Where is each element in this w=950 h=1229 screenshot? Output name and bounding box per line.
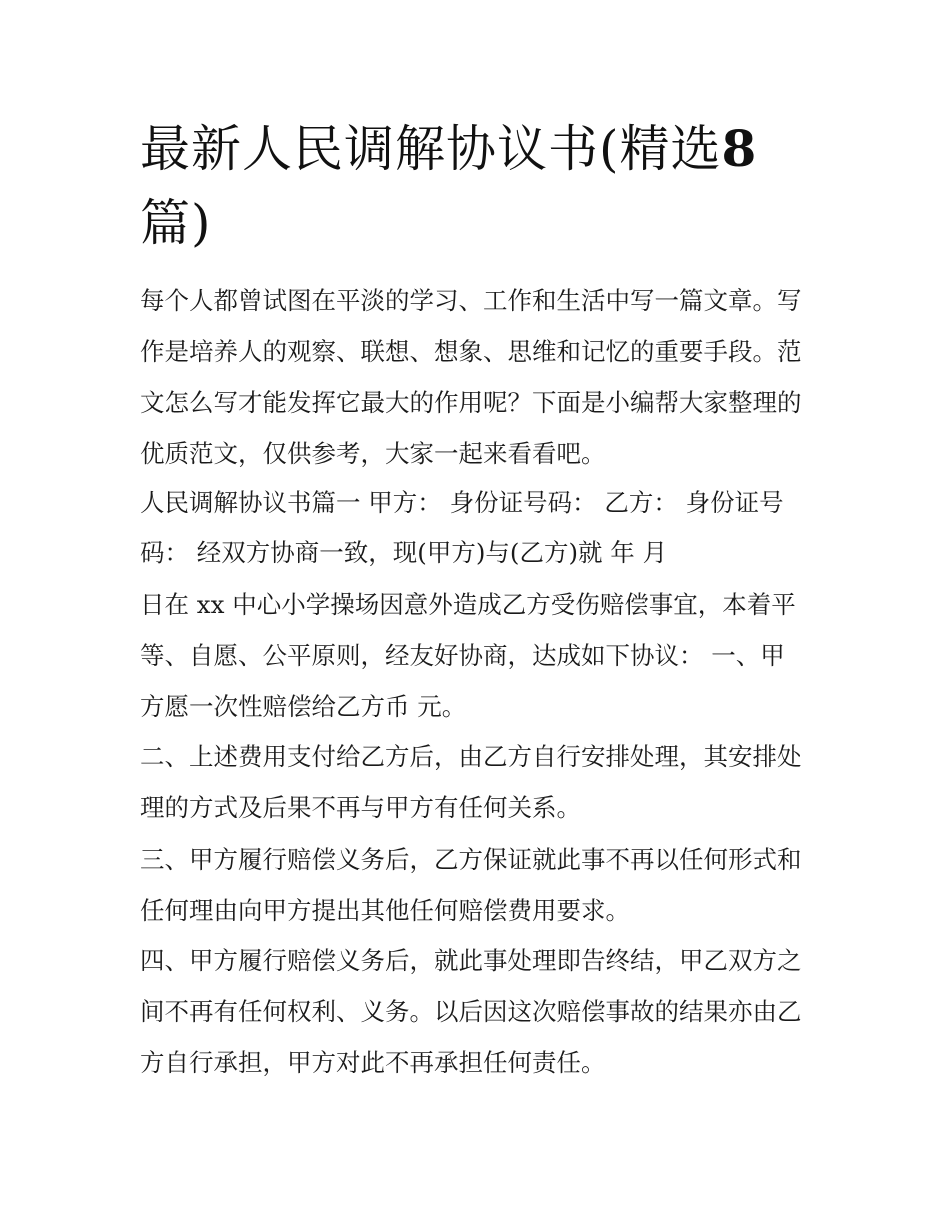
- text-line: 三、甲方履行赔偿义务后，乙方保证就此事不再以任何形式和: [140, 845, 802, 874]
- text-line: 间不再有任何权利、义务。以后因这次赔偿事故的结果亦由乙: [140, 997, 802, 1026]
- text-line: 优质范文，仅供参考，大家一起来看看吧。: [140, 439, 606, 468]
- text-line: 方愿一次性赔偿给乙方币 元。: [140, 692, 467, 721]
- text-line: 码： 经双方协商一致，现(甲方)与(乙方)就 年 月: [140, 538, 668, 567]
- text-line: 文怎么写才能发挥它最大的作用呢？下面是小编帮大家整理的: [140, 388, 802, 417]
- text-line: 每个人都曾试图在平淡的学习、工作和生活中写一篇文章。写: [140, 286, 802, 315]
- title-text: 最新人民调解协议书(精选: [140, 120, 722, 178]
- text-line: 作是培养人的观察、联想、想象、思维和记忆的重要手段。范: [140, 337, 802, 366]
- text-line: 等、自愿、公平原则，经友好协商，达成如下协议： 一、甲: [140, 641, 785, 670]
- text-line: 日在 xx 中心小学操场因意外造成乙方受伤赔偿事宜，本着平: [140, 590, 796, 619]
- text-line: 方自行承担，甲方对此不再承担任何责任。: [140, 1048, 606, 1077]
- title-number: 8: [721, 119, 758, 178]
- text-line: 二、上述费用支付给乙方后，由乙方自行安排处理，其安排处: [140, 742, 802, 771]
- text-line: 理的方式及后果不再与甲方有任何关系。: [140, 793, 581, 822]
- text-line: 人民调解协议书篇一 甲方： 身份证号码： 乙方： 身份证号: [140, 488, 784, 517]
- text-line: 任何理由向甲方提出其他任何赔偿费用要求。: [140, 896, 630, 925]
- text-line: 四、甲方履行赔偿义务后，就此事处理即告终结，甲乙双方之: [140, 946, 802, 975]
- document-title: [140, 112, 820, 260]
- title-text-end: 篇): [140, 194, 212, 252]
